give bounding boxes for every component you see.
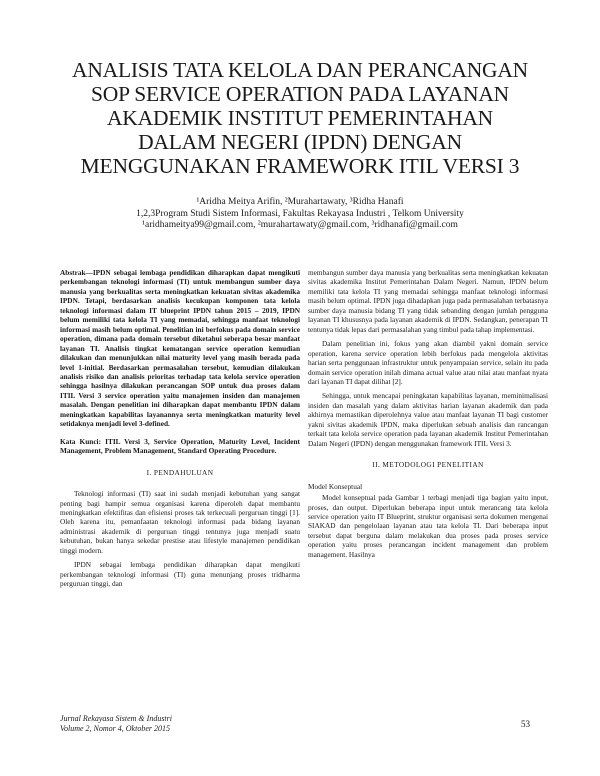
- keywords: Kata Kunci: ITIL Versi 3, Service Operation, Maturity Level, Incident Management, Problem Management, Standard Operating Procedure.: [60, 436, 300, 456]
- abstract: Abstrak—IPDN sebagai lembaga pendidikan diharapkan dapat mengikuti perkembangan teknologi informasi (TI) untuk membangun sumber daya manusia yang berkualitas serta meningkatkan kekuatan sivitas akademika IPDN. Tetapi, berdasarkan analisis kecukupan komponen tata kelola teknologi informasi dalam IT blueprint IPDN tahun 2015 – 2019, IPDN belum memiliki tata kelola TI yang memadai, sehingga manfaat teknologi informasi masih belum optimal. Penelitian ini berfokus pada domain service operation, dimana pada domain tersebut diketahui seberapa besar manfaat layanan TI. Analisis tingkat kematangan service operation kemudian dilakukan dan menunjukkan nilai maturity level yang masih berada pada level 1-initial. Berdasarkan permasalahan tersebut, kemudian dilakukan analisis risiko dan analisis prioritas terhadap tata kelola service operation sehingga hasilnya dilakukan perancangan SOP untuk dua proses dalam ITIL Versi 3 service operation yaitu manajemen insiden dan manajemen masalah. Dengan penelitian ini diharapkan dapat membantu IPDN dalam meningkatkan kapabilitas layanannya serta meningkatkan maturity level setidaknya menjadi level 3-defined.: [60, 268, 300, 429]
- title-line-5: MENGGUNAKAN FRAMEWORK ITIL VERSI 3: [80, 154, 520, 178]
- subsection-heading: Model Konseptual: [308, 481, 363, 491]
- author-names: ¹Aridha Meitya Arifin, ²Murahartawaty, ³Ridha Hanafi: [196, 197, 404, 207]
- paragraph: Model konseptual pada Gambar 1 terbagi menjadi tiga bagian yaitu input, proses, dan output. Diperlukan beberapa input untuk merancang tata kelola service operation yaitu IT Blueprint, struktur organisasi serta dokumen mengenai SIAKAD dan pengelolaan layanan atau tata kelola TI. Dari beberapa input tersebut dapat berguna dalam melakukan dua proses pada proses service operation yaitu proses perancangan incident management dan problem management. Hasilnya: [308, 493, 548, 559]
- author-block: [60, 197, 540, 232]
- paragraph: Teknologi informasi (TI) saat ini sudah menjadi kebutuhan yang sangat penting bagi hampir semua organisasi karena diperoleh dapat membantu meningkatkan efektifitas dan efisiensi proses tak terkecuali perguruan tinggi [1]. Oleh karena itu, pemanfaatan teknologi informasi pada bidang layanan administrasi akademik di perguruan tinggi tentunya juga menjadi suatu kebutuhan, bukan hanya sekedar prestise atau lifestyle manajemen pendidikan tinggi modern.: [60, 489, 300, 555]
- title-line-3: AKADEMIK INSTITUT PEMERINTAHAN: [106, 106, 494, 130]
- title-line-4: DALAM NEGERI (IPDN) DENGAN: [138, 130, 462, 154]
- paper-title: [40, 58, 560, 178]
- section-heading-methodology: II. METODOLOGI PENELITIAN: [372, 460, 484, 470]
- author-emails: ¹aridhameitya99@gmail.com, ²murahartawaty@gmail.com, ³ridhanafi@gmail.com: [142, 220, 458, 230]
- author-affiliation: 1,2,3Program Studi Sistem Informasi, Fakultas Rekayasa Industri , Telkom University: [136, 208, 464, 219]
- section-heading-introduction: I. PENDAHULUAN: [146, 467, 214, 477]
- paragraph: Dalam penelitian ini, fokus yang akan diambil yakni domain service operation, karena service operation lebih berfokus pada mengelola aktivitas harian serta penggunaan infrastruktur untuk penyampaian service, selain itu pada domain service operation inilah dimana actual value atau nilai atau manfaat nyata dari layanan TI dapat dilihat [2].: [308, 339, 548, 386]
- paragraph: Sehingga, untuk mencapai peningkatan kapabilitas layanan, meminimalisasi insiden dan masalah yang dalam aktivitas harian layanan akademik dan pada akhirnya memastikan diperolehnya value atau manfaat layanan TI bagi customer yakni sivitas akademik IPDN, maka diperlukan sebuah analisis dan rancangan terkait tata kelola service operation pada layanan akademik Institut Pemerintahan Dalam Negeri (IPDN) dengan menggunakan framework ITIL Versi 3.: [308, 391, 548, 448]
- journal-name: Jurnal Rekayasa Sistem & Industri: [60, 714, 172, 723]
- page-number: 53: [521, 719, 530, 729]
- left-column: [60, 268, 300, 594]
- title-line-2: SOP SERVICE OPERATION PADA LAYANAN: [91, 82, 509, 106]
- journal-volume: Volume 2, Nomor 4, Oktober 2015: [60, 724, 170, 733]
- paragraph: membangun sumber daya manusia yang berkualitas serta meningkatkan kekuatan sivitas akademika Institut Pemerintahan Dalam Negeri. Namun, IPDN belum memiliki tata kelola TI yang memadai sehingga manfaat teknologi informasi masih belum optimal. IPDN juga dihadapkan juga pada permasalahan terbatasnya sumber daya manusia bidang TI yang tidak sebanding dengan jumlah pengguna layanan TI khususnya pada layanan akademik di IPDN. Sedangkan, penerapan TI tentunya tidak lepas dari permasalahan yang timbul pada tahap implementasi.: [308, 268, 548, 334]
- paragraph: IPDN sebagai lembaga pendidikan diharapkan dapat mengikuti perkembangan teknologi informasi (TI) guna menunjang proses tridharma perguruan tinggi, dan: [60, 560, 300, 589]
- title-line-1: ANALISIS TATA KELOLA DAN PERANCANGAN: [72, 58, 528, 82]
- right-column: [308, 268, 548, 564]
- journal-footer: [60, 714, 172, 734]
